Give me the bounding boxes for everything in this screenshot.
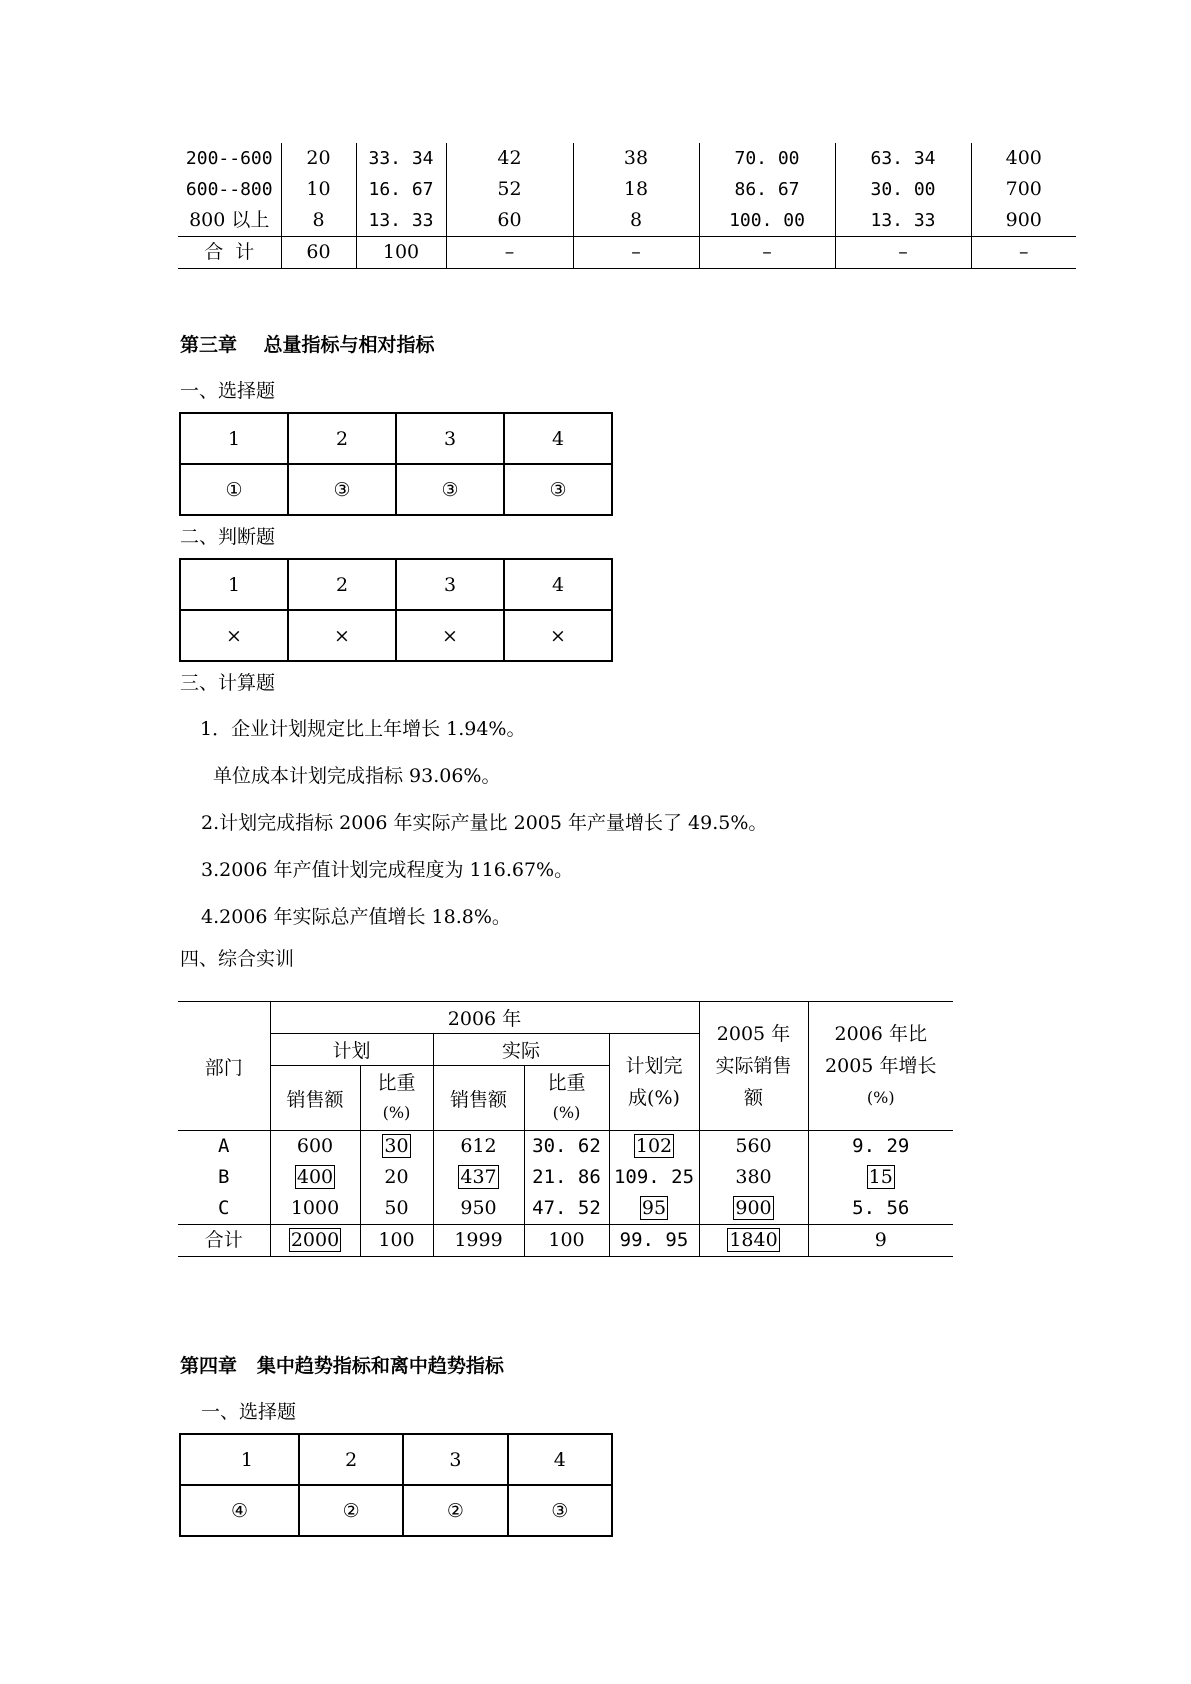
table-cell: 2: [288, 559, 396, 610]
table-cell: [433, 1162, 524, 1193]
table-cell: ×: [180, 610, 288, 661]
section-choice-title: 一、选择题: [180, 380, 276, 402]
table-cell: 9. 29: [808, 1131, 953, 1163]
table-cell: ③: [288, 464, 396, 515]
table-cell: [699, 1225, 808, 1257]
header-text: (%): [382, 1103, 411, 1122]
table-cell: 86. 67: [699, 174, 835, 205]
table-cell: –: [699, 237, 835, 269]
chapter-4-title: 第四章 集中趋势指标和离中趋势指标: [180, 1355, 504, 1377]
table-row: [178, 174, 1076, 205]
table-row: [178, 1162, 953, 1193]
table-cell: 50: [360, 1193, 433, 1225]
table-cell: [699, 1193, 808, 1225]
header-completion: [609, 1034, 699, 1131]
table-cell: ×: [504, 610, 612, 661]
table-cell: 47. 52: [524, 1193, 609, 1225]
choice-answer-grid: [179, 412, 613, 516]
table-cell: 8: [281, 205, 356, 237]
calc-line: 1．企业计划规定比上年增长 1.94%。: [200, 718, 526, 740]
table-cell: 1999: [433, 1225, 524, 1257]
section-judge-title: 二、判断题: [180, 526, 276, 548]
table-cell: 1: [180, 559, 288, 610]
table-cell: 100: [360, 1225, 433, 1257]
header-text: (%): [552, 1103, 581, 1122]
table-cell: 13. 33: [356, 205, 446, 237]
table-cell: 38: [573, 143, 699, 174]
table-cell: 4: [508, 1434, 612, 1485]
table-cell: 合 计: [178, 237, 281, 269]
boxed-value: 400: [296, 1166, 334, 1188]
table-cell: ③: [504, 464, 612, 515]
calc-line: 4.2006 年实际总产值增长 18.8%。: [201, 906, 511, 928]
calc-line: 2.计划完成指标 2006 年实际产量比 2005 年产量增长了 49.5%。: [201, 812, 768, 834]
table-cell: 612: [433, 1131, 524, 1163]
table-row: [178, 1193, 953, 1225]
table-row: [178, 143, 1076, 174]
sales-table: [178, 1001, 953, 1257]
table-cell: 600--800: [185, 179, 273, 200]
table-cell: 63. 34: [835, 143, 971, 174]
table-cell: ×: [396, 610, 504, 661]
table-cell: 1: [180, 413, 288, 464]
boxed-value: 1840: [729, 1229, 778, 1251]
table-cell: 60: [281, 237, 356, 269]
header-text: 成(%): [628, 1087, 680, 1109]
table-cell: 600: [270, 1131, 360, 1163]
table-cell: 20: [281, 143, 356, 174]
table-row: [178, 1131, 953, 1163]
table-cell: 200--600: [185, 148, 273, 169]
table-cell: 700: [971, 174, 1076, 205]
table-row: [180, 413, 612, 464]
table-cell: 42: [446, 143, 573, 174]
table-cell: 99. 95: [609, 1225, 699, 1257]
frequency-table: [178, 143, 1076, 269]
table-cell: 33. 34: [356, 143, 446, 174]
table-cell: ②: [299, 1485, 403, 1536]
table-row: [180, 559, 612, 610]
table-cell: [609, 1193, 699, 1225]
table-total-row: [178, 1225, 953, 1257]
table-cell: [808, 1162, 953, 1193]
boxed-value: 95: [641, 1197, 667, 1219]
boxed-value: 2000: [290, 1229, 340, 1251]
table-cell: 70. 00: [699, 143, 835, 174]
table-cell: 3: [403, 1434, 507, 1485]
header-text: 比重: [377, 1072, 416, 1094]
table-cell: 400: [971, 143, 1076, 174]
table-cell: 10: [281, 174, 356, 205]
table-cell: ×: [288, 610, 396, 661]
table-row: [180, 610, 612, 661]
section-practice-title: 四、综合实训: [180, 948, 295, 970]
boxed-value: 30: [384, 1135, 409, 1157]
header-actual-share: [524, 1066, 609, 1131]
table-row: [180, 1485, 612, 1536]
table-cell: 3: [396, 413, 504, 464]
table-cell: ③: [396, 464, 504, 515]
table-cell: 2: [288, 413, 396, 464]
table-cell: 2: [299, 1434, 403, 1485]
table-cell: 16. 67: [356, 174, 446, 205]
calc-line: 单位成本计划完成指标 93.06%。: [213, 765, 501, 787]
header-text: 2005 年增长: [825, 1055, 937, 1077]
table-cell: 900: [971, 205, 1076, 237]
table-cell: –: [446, 237, 573, 269]
table-total-row: [178, 237, 1076, 269]
table-cell: 合计: [178, 1225, 270, 1257]
table-cell: 52: [446, 174, 573, 205]
table-cell: –: [835, 237, 971, 269]
table-cell: ④: [180, 1485, 299, 1536]
boxed-value: 102: [635, 1135, 673, 1157]
table-cell: [270, 1162, 360, 1193]
table-cell: 18: [573, 174, 699, 205]
table-cell: [270, 1225, 360, 1257]
table-cell: ①: [180, 464, 288, 515]
choice-answer-grid: [179, 1433, 613, 1537]
header-2005-sales: [699, 1002, 808, 1131]
table-cell: 380: [699, 1162, 808, 1193]
table-cell: 9: [808, 1225, 953, 1257]
header-dept: 部门: [178, 1002, 270, 1131]
table-cell: ③: [508, 1485, 612, 1536]
table-cell: 1: [180, 1434, 299, 1485]
judge-answer-grid: [179, 558, 613, 662]
table-cell: 60: [446, 205, 573, 237]
table-row: [180, 1434, 612, 1485]
header-text: (%): [866, 1088, 895, 1107]
header-2006: 2006 年: [270, 1002, 699, 1034]
table-cell: ②: [403, 1485, 507, 1536]
header-growth: [808, 1002, 953, 1131]
header-text: 2006 年比: [834, 1023, 927, 1045]
table-header-row: [178, 1002, 953, 1034]
table-cell: 800 以上: [189, 209, 270, 231]
header-plan-share: [360, 1066, 433, 1131]
table-cell: 560: [699, 1131, 808, 1163]
header-plan-sales: 销售额: [270, 1066, 360, 1131]
table-cell: 21. 86: [524, 1162, 609, 1193]
table-cell: 30. 62: [524, 1131, 609, 1163]
header-text: 比重: [547, 1072, 586, 1094]
boxed-value: 900: [735, 1197, 772, 1219]
header-text: 计划完: [625, 1055, 683, 1077]
boxed-value: 15: [868, 1166, 893, 1188]
calc-line: 3.2006 年产值计划完成程度为 116.67%。: [201, 859, 574, 881]
table-cell: 109. 25: [609, 1162, 699, 1193]
header-text: 实际销售: [715, 1055, 792, 1077]
table-cell: 3: [396, 559, 504, 610]
table-cell: 8: [573, 205, 699, 237]
table-cell: 20: [360, 1162, 433, 1193]
table-cell: B: [218, 1166, 230, 1188]
table-cell: A: [178, 1131, 270, 1163]
section-choice-title: 一、选择题: [201, 1401, 297, 1423]
table-cell: [609, 1131, 699, 1163]
table-cell: 950: [433, 1193, 524, 1225]
header-plan: 计划: [270, 1034, 433, 1066]
table-cell: 30. 00: [835, 174, 971, 205]
table-cell: 13. 33: [835, 205, 971, 237]
table-cell: [360, 1131, 433, 1163]
header-actual-sales: 销售额: [433, 1066, 524, 1131]
header-actual: 实际: [433, 1034, 609, 1066]
table-cell: C: [218, 1197, 230, 1219]
section-calc-title: 三、计算题: [180, 672, 276, 694]
header-text: 额: [743, 1087, 763, 1109]
table-cell: –: [573, 237, 699, 269]
table-cell: 4: [504, 559, 612, 610]
boxed-value: 437: [460, 1166, 497, 1188]
table-cell: 100: [356, 237, 446, 269]
table-cell: 5. 56: [808, 1193, 953, 1225]
table-cell: 100: [524, 1225, 609, 1257]
table-cell: –: [971, 237, 1076, 269]
table-row: [178, 205, 1076, 237]
table-cell: 1000: [270, 1193, 360, 1225]
chapter-3-title: 第三章 总量指标与相对指标: [180, 334, 435, 356]
table-row: [180, 464, 612, 515]
table-cell: 100. 00: [699, 205, 835, 237]
header-text: 2005 年: [716, 1023, 791, 1045]
table-cell: 4: [504, 413, 612, 464]
